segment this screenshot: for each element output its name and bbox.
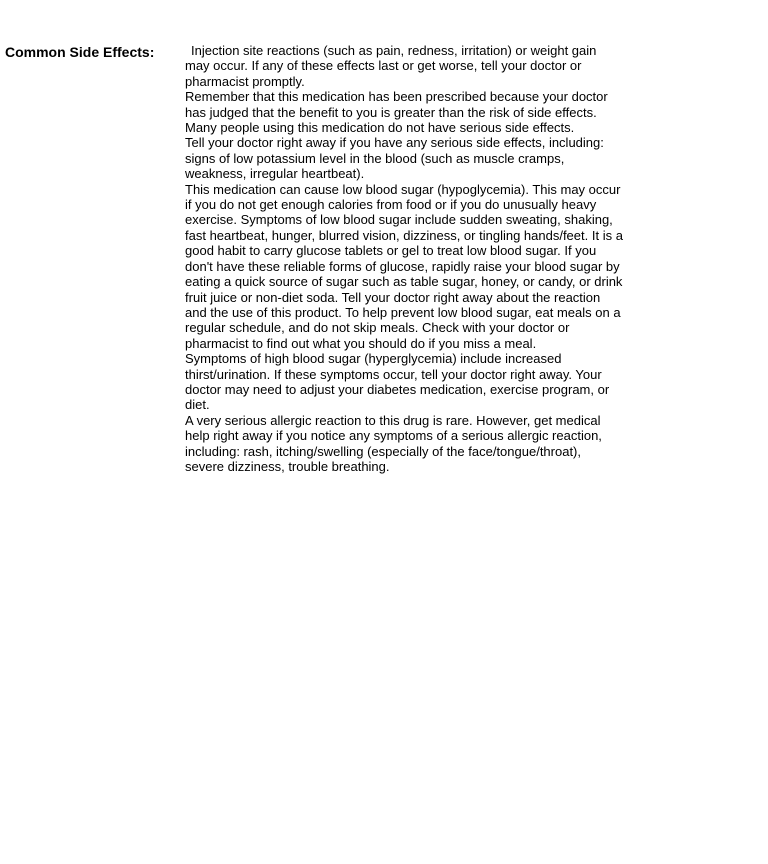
section-content [185, 43, 623, 474]
paragraph-benefit-risk: Remember that this medication has been prescribed because your doctor has judged that the benefit to you is greater than the risk of side effects. Many people using this medication do not have serious side effects. [185, 89, 608, 136]
paragraph-serious-effects: Tell your doctor right away if you have any serious side effects, including: signs of low potassium level in the blood (such as muscle cramps, weakness, irregular heartbeat). [185, 135, 604, 182]
paragraph-hyperglycemia: Symptoms of high blood sugar (hyperglycemia) include increased thirst/urination. If these symptoms occur, tell your doctor right away. Your doctor may need to adjust your diabetes medication, exercise program, or diet. [185, 351, 610, 413]
paragraph-allergic-reaction: A very serious allergic reaction to this drug is rare. However, get medical help right away if you notice any symptoms of a serious allergic reaction, including: rash, itching/swelling (especially of the face/tongue/throat), severe dizziness, trouble breathing. [185, 412, 602, 474]
section-label: Common Side Effects: [5, 44, 155, 60]
paragraph-hypoglycemia: This medication can cause low blood sugar (hypoglycemia). This may occur if you do not get enough calories from food or if you do unusually heavy exercise. Symptoms of low blood sugar include sudden sweating, shaking, fast heartbeat, hunger, blurred vision, dizziness, or tingling hands/feet. It is a good habit to carry glucose tablets or gel to treat low blood sugar. If you don't have these reliable forms of glucose, rapidly raise your blood sugar by eating a quick source of sugar such as table sugar, honey, or candy, or drink fruit juice or non-diet soda. Tell your doctor right away about the reaction and the use of this product. To help prevent low blood sugar, eat meals on a regular schedule, and do not skip meals. Check with your doctor or pharmacist to find out what you should do if you miss a meal. [185, 181, 623, 351]
paragraph-common-effects: Injection site reactions (such as pain, redness, irritation) or weight gain may occur. If any of these effects last or get worse, tell your doctor or pharmacist promptly. [185, 43, 597, 89]
